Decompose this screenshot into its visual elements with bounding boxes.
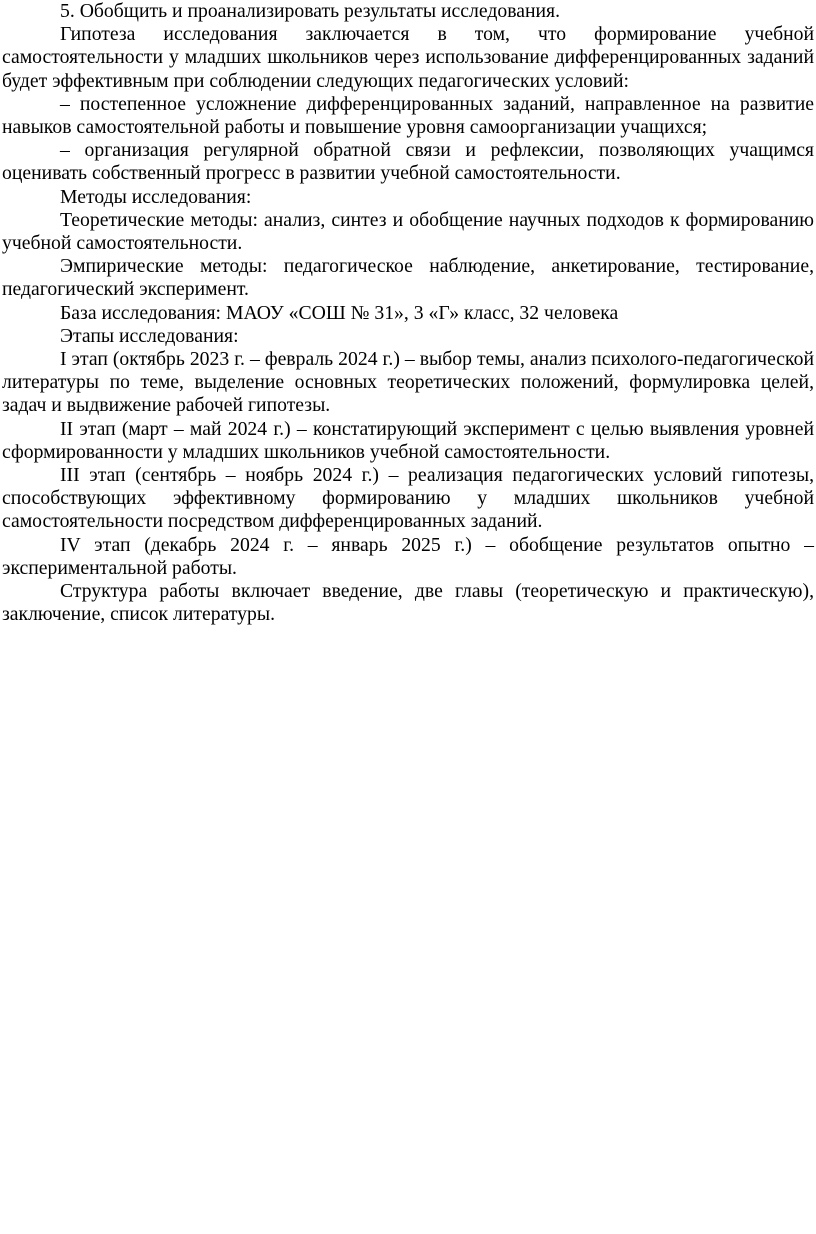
stage-4: IV этап (декабрь 2024 г. – январь 2025 г.) – обобщение результатов опытно – экспериментальной работы. (2, 533, 814, 579)
stage-2: II этап (март – май 2024 г.) – констатирующий эксперимент с целью выявления уровней сформированности у младших школьников учебной самостоятельности. (2, 417, 814, 463)
theoretical-methods: Теоретические методы: анализ, синтез и обобщение научных подходов к формированию учебной самостоятельности. (2, 208, 814, 255)
hypothesis-paragraph: Гипотеза исследования заключается в том, что формирование учебной самостоятельности у младших школьников через использование дифференцированных заданий будет эффективным при соблюдении следующих педагогических условий: (2, 23, 814, 92)
structure-paragraph: Структура работы включает введение, две главы (теоретическую и практическую), заключение, список литературы. (2, 580, 814, 626)
task-item-5: 5. Обобщить и проанализировать результаты исследования. (60, 0, 561, 22)
condition-item-2: – организация регулярной обратной связи и рефлексии, позволяющих учащимся оценивать собственный прогресс в развитии учебной самостоятельности. (2, 139, 814, 185)
methods-heading: Методы исследования: (60, 185, 252, 208)
condition-item-1: – постепенное усложнение дифференцированных заданий, направленное на развитие навыков самостоятельной работы и повышение уровня самоорганизации учащихся; (2, 92, 814, 139)
stage-1: I этап (октябрь 2023 г. – февраль 2024 г.) – выбор темы, анализ психолого-педагогической литературы по теме, выделение основных теоретических положений, формулировка целей, задач и выдвижение рабочей гипотезы. (2, 348, 814, 417)
stages-heading: Этапы исследования: (60, 324, 239, 347)
empirical-methods: Эмпирические методы: педагогическое наблюдение, анкетирование, тестирование, педагогический эксперимент. (2, 255, 814, 301)
document-body (2, 0, 814, 626)
stage-3: III этап (сентябрь – ноябрь 2024 г.) – реализация педагогических условий гипотезы, способствующих эффективному формированию у младших школьников учебной самостоятельности посредством дифференцированных заданий. (2, 464, 814, 533)
research-base: База исследования: МАОУ «СОШ № 31», 3 «Г» класс, 32 человека (60, 301, 619, 324)
